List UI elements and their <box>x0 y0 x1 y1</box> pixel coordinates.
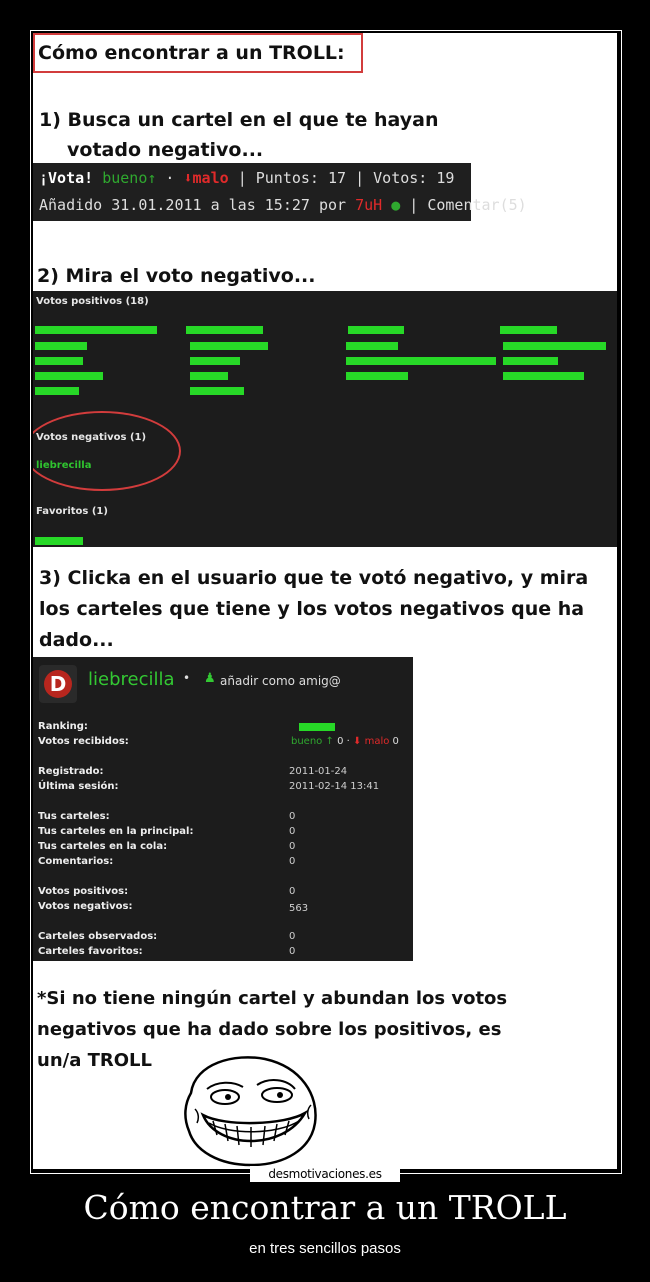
positive-voter-link[interactable] <box>346 357 496 365</box>
arrow-up-icon: ↑ <box>325 736 334 747</box>
positive-voter-link[interactable] <box>35 342 87 350</box>
last-session-value: 2011-02-14 13:41 <box>289 781 380 792</box>
site-watermark: desmotivaciones.es <box>250 1166 400 1182</box>
footnote <box>37 983 617 1076</box>
posters-queue-label: Tus carteles en la cola: <box>38 841 168 852</box>
received-bad-label: malo <box>364 736 390 747</box>
received-bad-count: 0 <box>392 736 399 747</box>
caption-subtitle: en tres sencillos pasos <box>249 1240 401 1257</box>
posters-main-value: 0 <box>289 826 296 837</box>
vote-points: | Puntos: 17 | Votos: 19 <box>237 169 455 187</box>
watched-posters-label: Carteles observados: <box>38 931 158 942</box>
logo-letter: D <box>44 670 72 698</box>
positive-voter-link[interactable] <box>35 372 103 380</box>
vote-bar: ¡Vota! bueno↑ · ⬇malo | Puntos: 17 | Votos: 19 Añadido 31.01.2011 a las 15:27 por 7uH ● | Comentar(5) <box>33 163 471 221</box>
footnote-line-2: negativos que ha dado sobre los positivos, es <box>37 1019 502 1040</box>
positive-voter-link[interactable] <box>500 326 557 334</box>
add-friend-icon[interactable]: ♟ <box>204 671 216 686</box>
posters-value: 0 <box>289 811 296 822</box>
user-logo-icon <box>39 665 77 703</box>
posters-queue-value: 0 <box>289 841 296 852</box>
footnote-line-3: un/a TROLL <box>37 1050 152 1071</box>
profile-panel <box>33 657 413 961</box>
step-3-line-2: los carteles que tiene y los votos negativos que ha <box>39 598 585 620</box>
negative-voter-link[interactable]: liebrecilla <box>36 460 92 471</box>
ranking-bar <box>299 723 335 731</box>
arrow-up-icon: ↑ <box>147 169 157 187</box>
received-good-label: bueno <box>291 736 323 747</box>
favorites-heading: Favoritos (1) <box>36 506 108 517</box>
vote-good-link[interactable]: bueno <box>102 169 148 187</box>
registered-value: 2011-01-24 <box>289 766 348 777</box>
positive-votes-value: 0 <box>289 886 296 897</box>
step-1-line-2: votado negativo... <box>67 139 264 161</box>
positive-voter-link[interactable] <box>35 357 83 365</box>
received-good-count: 0 <box>337 736 344 747</box>
positive-voter-link[interactable] <box>503 357 558 365</box>
online-dot-icon: ● <box>391 196 401 214</box>
author-link[interactable]: 7uH <box>355 196 383 214</box>
comment-link[interactable]: | Comentar(5) <box>409 196 527 214</box>
favorite-posters-label: Carteles favoritos: <box>38 946 143 957</box>
comments-value: 0 <box>289 856 296 867</box>
registered-label: Registrado: <box>38 766 104 777</box>
poster <box>33 33 617 1169</box>
negative-votes-heading: Votos negativos (1) <box>36 432 147 443</box>
positive-voter-link[interactable] <box>35 326 157 334</box>
trollface-icon <box>173 1051 323 1169</box>
positive-voter-link[interactable] <box>190 342 268 350</box>
posters-main-label: Tus carteles en la principal: <box>38 826 194 837</box>
negative-votes-label: Votos negativos: <box>38 901 133 912</box>
profile-username[interactable]: liebrecilla <box>88 669 175 690</box>
positive-votes-label: Votos positivos: <box>38 886 129 897</box>
add-friend-link[interactable]: añadir como amig@ <box>220 674 341 688</box>
positive-voter-link[interactable] <box>348 326 404 334</box>
highlight-circle <box>33 411 181 491</box>
votes-received-value: bueno ↑ 0 · ⬇ malo 0 <box>291 736 399 747</box>
positive-voter-link[interactable] <box>346 342 398 350</box>
caption-title: Cómo encontrar a un TROLL <box>83 1188 567 1227</box>
footnote-line-1: *Si no tiene ningún cartel y abundan los votos <box>37 988 508 1009</box>
positive-voter-link[interactable] <box>346 372 408 380</box>
arrow-down-icon: ⬇ <box>353 736 362 747</box>
ranking-label: Ranking: <box>38 721 88 732</box>
positive-voter-link[interactable] <box>35 387 79 395</box>
positive-voter-link[interactable] <box>503 372 584 380</box>
step-2: 2) Mira el voto negativo... <box>37 265 316 287</box>
separator-dot: • <box>183 671 191 685</box>
positive-voter-link[interactable] <box>503 342 606 350</box>
votes-received-label: Votos recibidos: <box>38 736 129 747</box>
poster-title: Cómo encontrar a un TROLL: <box>33 33 363 73</box>
favorite-posters-value: 0 <box>289 946 296 957</box>
posters-label: Tus carteles: <box>38 811 110 822</box>
step-3-line-3: dado... <box>39 629 114 651</box>
vote-label: ¡Vota! <box>39 169 94 187</box>
added-date: Añadido 31.01.2011 a las 15:27 por <box>39 196 347 214</box>
votes-panel <box>33 291 617 547</box>
last-session-label: Última sesión: <box>38 781 119 792</box>
comments-label: Comentarios: <box>38 856 114 867</box>
negative-votes-value: 563 <box>289 903 309 914</box>
favorite-user-link[interactable] <box>35 537 83 545</box>
positive-voter-link[interactable] <box>186 326 263 334</box>
watched-posters-value: 0 <box>289 931 296 942</box>
positive-voter-link[interactable] <box>190 387 244 395</box>
positive-voter-link[interactable] <box>190 357 240 365</box>
positive-voter-link[interactable] <box>190 372 228 380</box>
arrow-down-icon: ⬇ <box>183 169 193 187</box>
vote-bad-link[interactable]: malo <box>192 169 229 187</box>
step-3-line-1: 3) Clicka en el usuario que te votó negativo, y mira <box>39 567 589 589</box>
step-1-line-1: 1) Busca un cartel en el que te hayan <box>39 109 439 131</box>
positive-votes-heading: Votos positivos (18) <box>36 296 149 307</box>
